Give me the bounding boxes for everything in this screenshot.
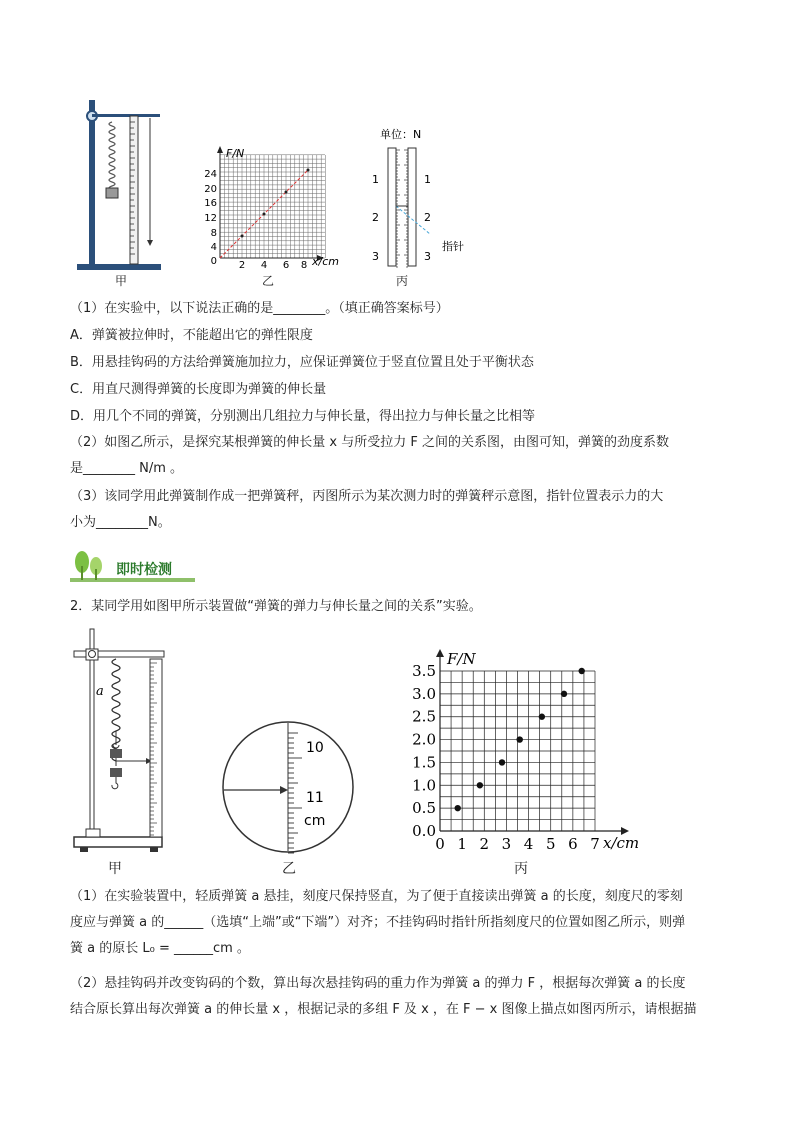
figure-top-jia-label: 甲 <box>115 274 128 288</box>
chart-x-tick-label: 4 <box>523 835 534 853</box>
q2-stem: 2．某同学用如图甲所示装置做“弹簧的弹力与伸长量之间的关系”实验。 <box>70 599 482 614</box>
top-y-tick: 24 <box>204 169 217 180</box>
q1-option-c: C．用直尺测得弹簧的长度即为弹簧的伸长量 <box>70 382 327 397</box>
chart-x-tick-label: 6 <box>568 835 578 853</box>
scale-unit: 单位：N <box>380 128 422 141</box>
top-x-tick: 8 <box>300 260 308 270</box>
top-y-tick: 16 <box>204 198 217 209</box>
top-y-tick: 8 <box>210 228 217 239</box>
q2-part1-line1: （1）在实验装置中，轻质弹簧 a 悬挂，刻度尺保持竖直，为了便于直接读出弹簧 a 的长度，刻度尺的零刻 <box>70 889 683 904</box>
scale-tick-left: 1 <box>372 173 379 186</box>
q1-option-b: B．用悬挂钩码的方法给弹簧施加拉力，应保证弹簧位于竖直位置且处于平衡状态 <box>70 355 534 370</box>
q1-part3-line2: 小为________N。 <box>70 515 171 530</box>
chart-y-tick-label: 3.0 <box>412 684 436 703</box>
top-y-tick: 0 <box>210 256 217 267</box>
top-y-tick: 12 <box>204 213 217 224</box>
chart-y-tick-label: 1.5 <box>412 753 436 772</box>
figure-top-yi-label: 乙 <box>262 274 275 288</box>
chart-x-tick-label: 7 <box>590 835 600 853</box>
section-banner-title: 即时检测 <box>116 562 172 578</box>
figure-bottom-jia-label: 甲 <box>108 861 122 877</box>
figure-bottom-yi <box>218 715 358 855</box>
figure-top-bing-label: 丙 <box>396 274 409 288</box>
ruler-unit: cm <box>304 813 326 829</box>
q2-part2-line2: 结合原长算出每次弹簧 a 的伸长量 x ，根据记录的多组 F 及 x ，在 F − x 图像上描点如图丙所示，请根据描 <box>70 1002 697 1017</box>
figure-top-yi <box>200 140 350 270</box>
scale-pointer-label: 指针 <box>442 240 464 253</box>
q1-part1: （1）在实验中，以下说法正确的是________。（填正确答案标号） <box>70 301 449 316</box>
chart-x-tick-label: 2 <box>479 835 490 853</box>
q2-part2-line1: （2）悬挂钩码并改变钩码的个数，算出每次悬挂钩码的重力作为弹簧 a 的弹力 F ，根据每次弹簧 a 的长度 <box>70 976 686 991</box>
q1-option-a: A．弹簧被拉伸时，不能超出它的弹性限度 <box>70 328 313 343</box>
scale-tick-right: 2 <box>424 211 431 224</box>
chart-y-tick-label: 3.5 <box>412 662 436 680</box>
ruler-tick-10: 10 <box>306 740 324 756</box>
figure-bottom-yi-label: 乙 <box>282 861 296 877</box>
chart-point <box>539 714 545 720</box>
figure-bottom-bing-label: 丙 <box>514 861 528 877</box>
q1-option-d: D．用几个不同的弹簧，分别测出几组拉力与伸长量，得出拉力与伸长量之比相等 <box>70 409 536 424</box>
chart-y-tick-label: 1.0 <box>412 776 436 795</box>
figure-top-bing <box>366 126 476 271</box>
top-y-axis-label: F/N <box>226 147 245 160</box>
top-y-tick: 4 <box>210 242 217 253</box>
q1-part2-line2: 是________ N/m 。 <box>70 461 184 476</box>
chart-point <box>499 759 505 765</box>
chart-point <box>561 691 567 697</box>
figure-bottom-jia <box>70 625 170 855</box>
top-x-tick: 6 <box>282 260 290 270</box>
figure-bottom-bing-chart <box>405 646 645 856</box>
chart-y-tick-label: 0.5 <box>412 799 436 818</box>
scale-tick-left: 2 <box>372 211 379 224</box>
chart-point <box>579 668 585 674</box>
chart-grid <box>440 671 595 831</box>
chart-x-tick-label: 0 <box>435 835 445 853</box>
top-x-axis-label: x/cm <box>312 255 339 268</box>
q1-part2-line1: （2）如图乙所示，是探究某根弹簧的伸长量 x 与所受拉力 F 之间的关系图，由图可知，弹簧的劲度系数 <box>70 435 669 450</box>
chart-x-tick-label: 5 <box>545 835 556 853</box>
chart-point <box>455 805 461 811</box>
chart-y-tick-label: 2.5 <box>412 707 436 726</box>
chart-y-tick-label: 0.0 <box>412 822 436 840</box>
chart-axes <box>436 649 629 835</box>
chart-y-label: F/N <box>447 650 476 668</box>
chart-point <box>517 736 523 742</box>
top-y-tick: 20 <box>204 184 217 195</box>
top-x-tick: 4 <box>260 260 268 270</box>
figure-top-jia <box>70 92 170 277</box>
chart-x-label: x/cm <box>603 834 640 852</box>
scale-tick-right: 3 <box>424 250 431 263</box>
top-x-tick: 2 <box>238 260 246 270</box>
chart-y-tick-label: 2.0 <box>412 730 436 749</box>
ruler-tick-11: 11 <box>306 790 324 806</box>
chart-y-axis-arrow <box>436 649 444 657</box>
scale-tick-right: 1 <box>424 173 431 186</box>
spring-label: a <box>96 684 104 699</box>
q2-part1-line3: 簧 a 的原长 L₀ = ______cm 。 <box>70 941 250 956</box>
q1-part3-line1: （3）该同学用此弹簧制作成一把弹簧秤，丙图所示为某次测力时的弹簧秤示意图，指针位置表示力的大 <box>70 489 664 504</box>
scale-tick-left: 3 <box>372 250 379 263</box>
chart-x-tick-label: 1 <box>457 835 467 853</box>
q2-part1-line2: 度应与弹簧 a 的______（选填“上端”或“下端”）对齐；不挂钩码时指针所指刻度尺的位置如图乙所示，则弹 <box>70 915 686 930</box>
chart-x-tick-label: 3 <box>501 835 512 853</box>
chart-point <box>477 782 483 788</box>
